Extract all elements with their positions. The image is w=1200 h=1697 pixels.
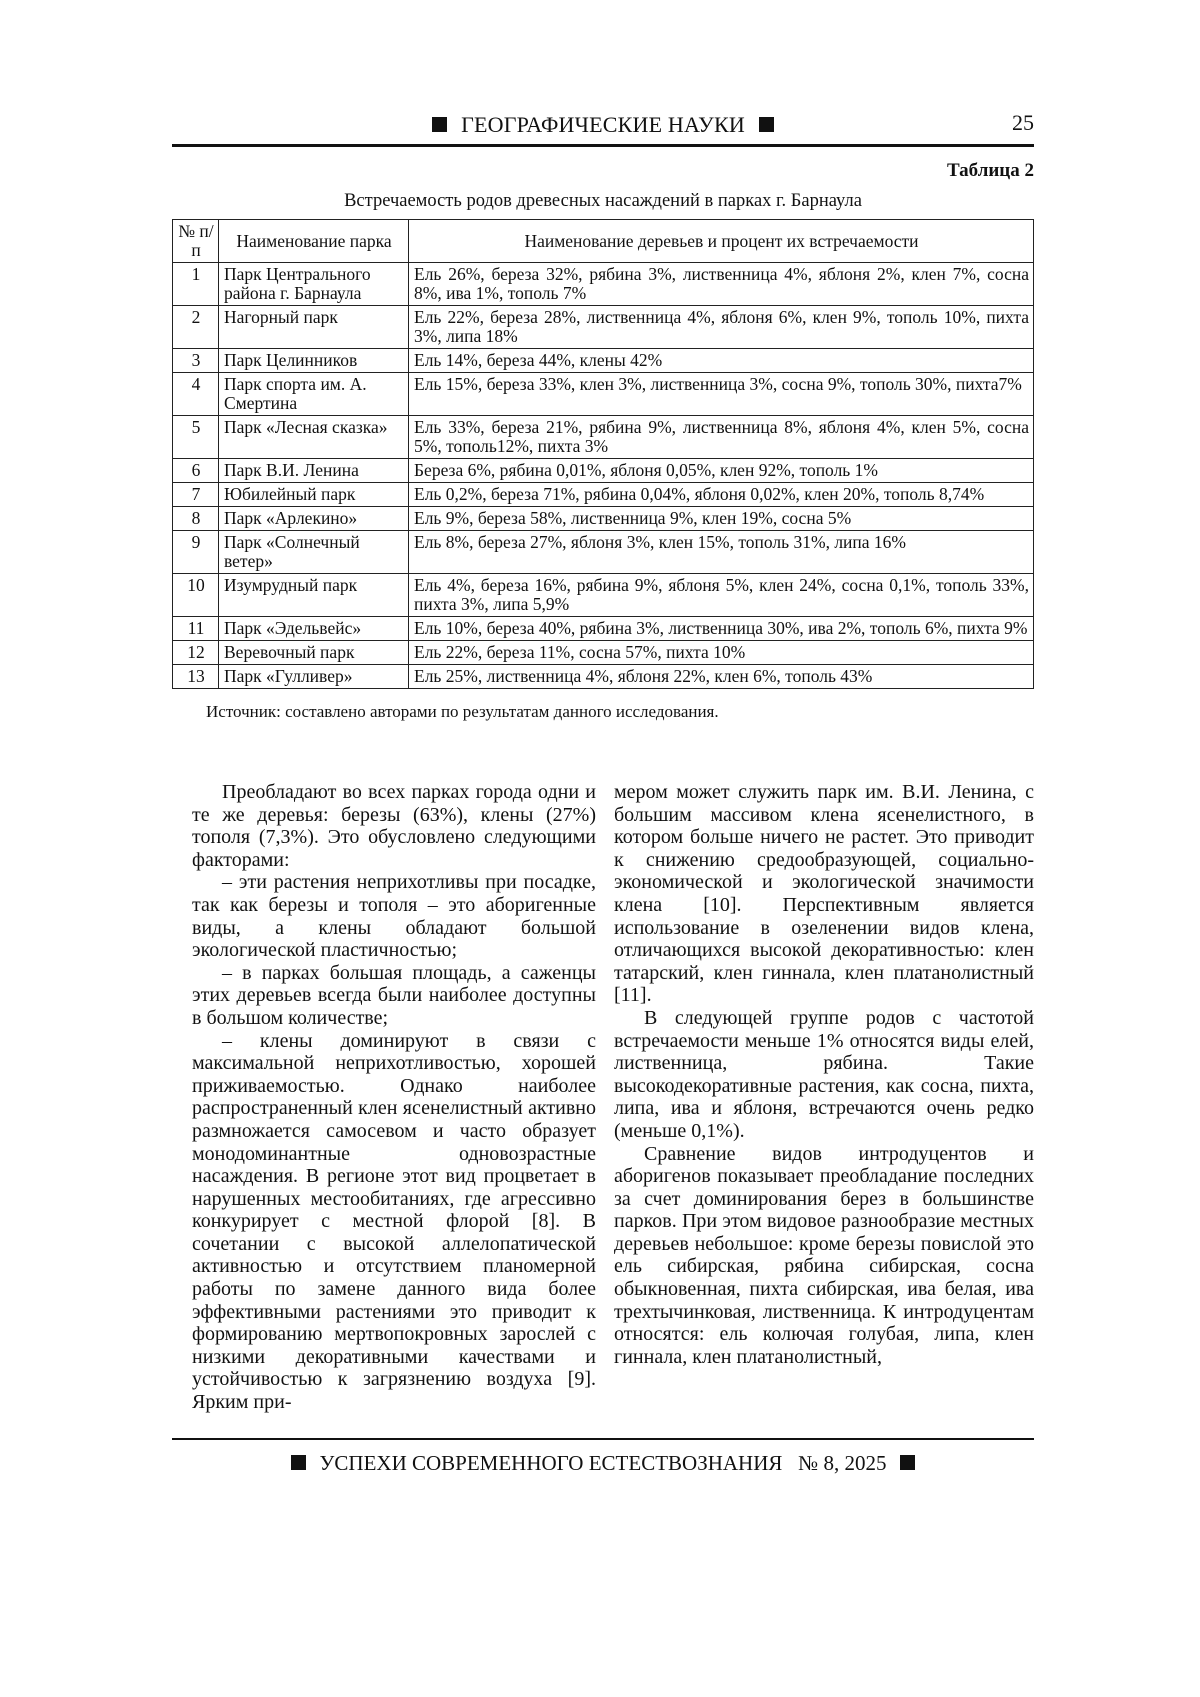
running-header: [172, 110, 1034, 144]
table-row: [173, 531, 1034, 574]
table-row: [173, 665, 1034, 689]
park-name: Парк В.И. Ленина: [219, 459, 409, 483]
row-number: 8: [173, 507, 219, 531]
park-name: Юбилейный парк: [219, 483, 409, 507]
park-name: Нагорный парк: [219, 306, 409, 349]
paragraph: В следующей группе родов с частотой встречаемости меньше 1% относятся виды елей, лиственница, рябина. Такие высокодекоративные растения, как сосна, пихта, липа, ива и яблоня, встречаются очень редко (меньше 0,1%).: [614, 1007, 1034, 1143]
body-column-right: [614, 781, 1034, 1414]
square-bullet-icon: [432, 117, 447, 132]
page: [172, 0, 1034, 1516]
running-footer: [172, 1450, 1034, 1476]
table-row: [173, 617, 1034, 641]
tree-composition: Береза 6%, рябина 0,01%, яблоня 0,05%, клен 92%, тополь 1%: [409, 459, 1034, 483]
row-number: 5: [173, 416, 219, 459]
park-name: Парк спорта им. А. Смертина: [219, 373, 409, 416]
row-number: 11: [173, 617, 219, 641]
paragraph: мером может служить парк им. В.И. Ленина, с большим массивом клена ясенелистного, в котором больше ничего не растет. Это приводит к снижению средообразующей, социально-экономической и экологической значимости клена [10]. Перспективным является использование в озеленении видов клена, отличающихся высокой декоративностью: клен татарский, клен гиннала, клен платанолистный [11].: [614, 781, 1034, 1007]
tree-composition: Ель 25%, лиственница 4%, яблоня 22%, клен 6%, тополь 43%: [409, 665, 1034, 689]
paragraph: Преобладают во всех парках города одни и те же деревья: березы (63%), клены (27%) тополя (7,3%). Это обусловлено следующими факторами:: [192, 781, 596, 871]
page-number: 25: [1012, 110, 1034, 136]
tree-composition: Ель 0,2%, береза 71%, рябина 0,04%, яблоня 0,02%, клен 20%, тополь 8,74%: [409, 483, 1034, 507]
paragraph: Сравнение видов интродуцентов и аборигенов показывает преобладание последних за счет доминирования берез в большинстве парков. При этом видовое разнообразие местных деревьев небольшое: кроме березы повислой это ель сибирская, рябина сибирская, сосна обыкновенная, пихта сибирская, ива белая, ива трехтычинковая, лиственница. К интродуцентам относятся: ель колючая голубая, липа, клен гиннала, клен платанолистный,: [614, 1143, 1034, 1369]
park-name: Парк «Эдельвейс»: [219, 617, 409, 641]
col-header-park: Наименование парка: [219, 220, 409, 263]
row-number: 6: [173, 459, 219, 483]
paragraph: – в парках большая площадь, а саженцы этих деревьев всегда были наиболее доступны в большом количестве;: [192, 962, 596, 1030]
row-number: 4: [173, 373, 219, 416]
row-number: 13: [173, 665, 219, 689]
park-name: Веревочный парк: [219, 641, 409, 665]
table-row: [173, 641, 1034, 665]
table-label: Таблица 2: [172, 159, 1034, 183]
paragraph: – клены доминируют в связи с максимальной неприхотливостью, хорошей приживаемостью. Однако наиболее распространенный клен ясенелистный активно размножается самосевом и часто образует монодоминантные одновозрастные насаждения. В регионе этот вид процветает в нарушенных местообитаниях, где агрессивно конкурирует с местной флорой [8]. В сочетании с высокой аллелопатической активностью и отсутствием планомерной работы по замене данного вида более эффективными растениями это приводит к формированию мертвопокровных зарослей с низкими декоративными качествами и устойчивостью к загрязнению воздуха [9]. Ярким при-: [192, 1030, 596, 1414]
row-number: 9: [173, 531, 219, 574]
park-name: Парк «Солнечный ветер»: [219, 531, 409, 574]
square-bullet-icon: [291, 1455, 306, 1470]
parks-table: [172, 219, 1034, 689]
table-row: [173, 507, 1034, 531]
tree-composition: Ель 26%, береза 32%, рябина 3%, лиственница 4%, яблоня 2%, клен 7%, сосна 8%, ива 1%, тополь 7%: [409, 263, 1034, 306]
tree-composition: Ель 10%, береза 40%, рябина 3%, лиственница 30%, ива 2%, тополь 6%, пихта 9%: [409, 617, 1034, 641]
footer-rule: [172, 1438, 1034, 1440]
row-number: 1: [173, 263, 219, 306]
tree-composition: Ель 9%, береза 58%, лиственница 9%, клен 19%, сосна 5%: [409, 507, 1034, 531]
tree-composition: Ель 33%, береза 21%, рябина 9%, лиственница 8%, яблоня 4%, клен 5%, сосна 5%, тополь12%, пихта 3%: [409, 416, 1034, 459]
table-row: [173, 416, 1034, 459]
col-header-number: № п/п: [173, 220, 219, 263]
header-rule: [172, 144, 1034, 147]
park-name: Парк «Гулливер»: [219, 665, 409, 689]
row-number: 12: [173, 641, 219, 665]
table-caption: Встречаемость родов древесных насаждений в парках г. Барнаула: [172, 189, 1034, 213]
table-row: [173, 483, 1034, 507]
journal-title: УСПЕХИ СОВРЕМЕННОГО ЕСТЕСТВОЗНАНИЯ: [320, 1451, 783, 1475]
table-row: [173, 574, 1034, 617]
table-row: [173, 373, 1034, 416]
table-header-row: [173, 220, 1034, 263]
row-number: 7: [173, 483, 219, 507]
park-name: Изумрудный парк: [219, 574, 409, 617]
col-header-trees: Наименование деревьев и процент их встречаемости: [409, 220, 1034, 263]
paragraph: – эти растения неприхотливы при посадке, так как березы и тополя – это аборигенные виды, а клены обладают большой экологической пластичностью;: [192, 871, 596, 961]
table-row: [173, 263, 1034, 306]
tree-composition: Ель 8%, береза 27%, яблоня 3%, клен 15%, тополь 31%, липа 16%: [409, 531, 1034, 574]
table-source: Источник: составлено авторами по результатам данного исследования.: [206, 701, 1034, 723]
table-row: [173, 459, 1034, 483]
table-row: [173, 349, 1034, 373]
body-column-left: [192, 781, 596, 1414]
issue-number: № 8, 2025: [798, 1451, 886, 1475]
tree-composition: Ель 15%, береза 33%, клен 3%, лиственница 3%, сосна 9%, тополь 30%, пихта7%: [409, 373, 1034, 416]
tree-composition: Ель 22%, береза 28%, лиственница 4%, яблоня 6%, клен 9%, тополь 10%, пихта 3%, липа 18%: [409, 306, 1034, 349]
section-title: ГЕОГРАФИЧЕСКИЕ НАУКИ: [461, 112, 745, 137]
park-name: Парк «Лесная сказка»: [219, 416, 409, 459]
square-bullet-icon: [900, 1455, 915, 1470]
square-bullet-icon: [759, 117, 774, 132]
body-columns: [192, 781, 1034, 1414]
park-name: Парк Целинников: [219, 349, 409, 373]
tree-composition: Ель 14%, береза 44%, клены 42%: [409, 349, 1034, 373]
table-row: [173, 306, 1034, 349]
tree-composition: Ель 22%, береза 11%, сосна 57%, пихта 10%: [409, 641, 1034, 665]
tree-composition: Ель 4%, береза 16%, рябина 9%, яблоня 5%, клен 24%, сосна 0,1%, тополь 33%, пихта 3%, липа 5,9%: [409, 574, 1034, 617]
row-number: 10: [173, 574, 219, 617]
row-number: 2: [173, 306, 219, 349]
row-number: 3: [173, 349, 219, 373]
park-name: Парк «Арлекино»: [219, 507, 409, 531]
park-name: Парк Центрального района г. Барнаула: [219, 263, 409, 306]
